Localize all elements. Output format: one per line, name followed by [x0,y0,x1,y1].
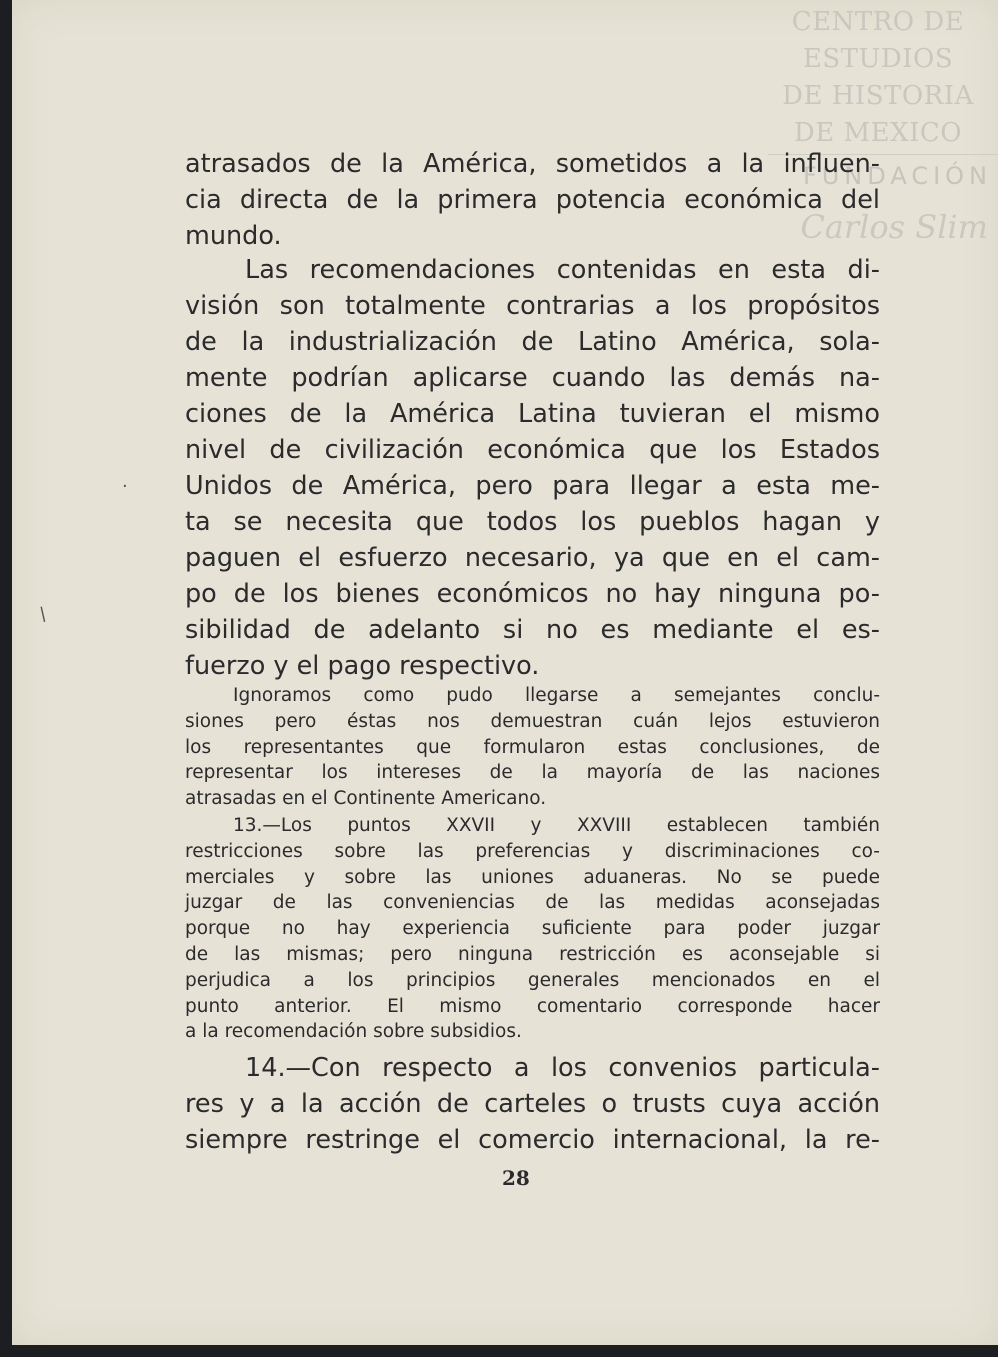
text-line: de la industrialización de Latino América, sola- [185,327,880,357]
watermark-line: DE MEXICO [793,118,963,148]
watermark-line: ESTUDIOS [802,44,954,74]
paragraph-1 [185,146,880,254]
text-line: representar los intereses de la mayoría de las naciones [185,762,880,784]
text-line: res y a la acción de carteles o trusts cuya acción [185,1089,880,1119]
page-number: 28 [502,1166,530,1190]
watermark-line: DE HISTORIA [782,81,974,111]
margin-dot: · [122,476,128,497]
text-line: los representantes que formularon estas conclusiones, de [185,736,880,758]
text-line: atrasados de la América, sometidos a la influen- [185,149,880,179]
archive-watermark [778,4,978,152]
paragraph-4 [185,813,880,1045]
text-line: Ignoramos como pudo llegarse a semejantes conclu- [233,685,880,706]
text-line: a la recomendación sobre subsidios. [185,1021,522,1043]
paragraph-3 [185,683,880,812]
watermark-signature: Carlos Slim [800,208,988,246]
text-line: ciones de la América Latina tuvieran el mismo [185,399,880,429]
text-line: visión son totalmente contrarias a los propósitos [185,291,880,321]
text-line: restricciones sobre las preferencias y discriminaciones co- [185,840,880,862]
text-line: paguen el esfuerzo necesario, ya que en el cam- [185,543,880,573]
document-page [12,0,998,1345]
watermark-line: CENTRO DE [791,7,965,37]
watermark-foundation: FUNDACIÓN [802,162,992,190]
text-line: 13.—Los puntos XXVII y XXVIII establecen también [233,815,880,836]
text-line: sibilidad de adelanto si no es mediante el es- [185,615,880,645]
text-line: fuerzo y el pago respectivo. [185,651,540,681]
text-line: nivel de civilización económica que los Estados [185,435,880,465]
paragraph-2 [185,252,880,684]
text-line: po de los bienes económicos no hay ninguna po- [185,579,880,609]
text-line: atrasadas en el Continente Americano. [185,788,547,810]
text-line: merciales y sobre las uniones aduaneras. No se puede [185,866,880,888]
text-line: juzgar de las conveniencias de las medidas aconsejadas [185,892,880,914]
text-line: siempre restringe el comercio internacional, la re- [185,1125,880,1155]
text-line: 14.—Con respecto a los convenios particula- [245,1053,880,1083]
text-line: siones pero éstas nos demuestran cuán lejos estuvieron [185,710,880,732]
text-line: perjudica a los principios generales mencionados en el [185,969,880,991]
margin-tick: / [35,603,51,626]
text-line: Las recomendaciones contenidas en esta di- [245,255,880,285]
text-line: porque no hay experiencia suficiente para poder juzgar [185,918,880,940]
text-line: Unidos de América, pero para llegar a esta me- [185,471,880,501]
text-line: cia directa de la primera potencia económica del [185,185,880,215]
text-line: de las mismas; pero ninguna restricción es aconsejable si [185,943,880,965]
paragraph-5 [185,1050,880,1158]
text-line: ta se necesita que todos los pueblos hagan y [185,507,880,537]
text-line: mente podrían aplicarse cuando las demás na- [185,363,880,393]
text-line: punto anterior. El mismo comentario corresponde hacer [185,995,880,1017]
text-line: mundo. [185,221,282,251]
